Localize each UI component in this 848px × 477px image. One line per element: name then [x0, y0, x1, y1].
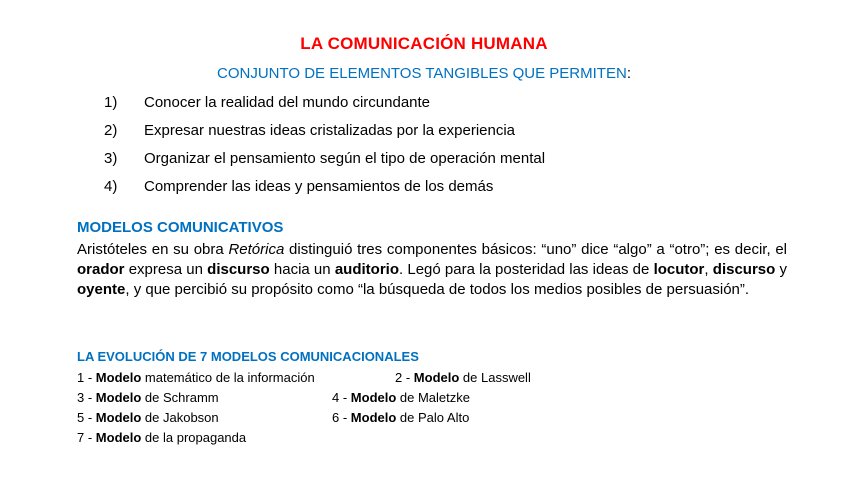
para-bold-discurso: discurso: [207, 261, 270, 278]
list-item-number: 2): [104, 122, 118, 139]
numbered-list: [104, 93, 545, 205]
para-text: . Legó para la posteridad las ideas de: [399, 261, 654, 278]
para-bold-oyente: oyente: [77, 281, 126, 298]
model-number: 7 -: [77, 430, 96, 445]
model-label: Modelo: [95, 410, 142, 425]
para-text: ,: [704, 261, 713, 278]
para-bold-orador: orador: [77, 261, 125, 278]
list-item: [104, 177, 545, 205]
model-name: de Palo Alto: [396, 410, 470, 425]
model-name: de Schramm: [141, 390, 219, 405]
model-item: [77, 368, 315, 388]
model-label: Modelo: [350, 390, 397, 405]
subtitle: [0, 65, 848, 82]
para-text: hacia un: [269, 261, 335, 278]
model-name: de Lasswell: [459, 370, 531, 385]
model-item: [77, 428, 246, 448]
subtitle-colon: :: [626, 65, 631, 82]
list-item-number: 3): [104, 150, 118, 167]
para-bold-discurso-2: discurso: [712, 261, 776, 278]
page-title: LA COMUNICACIÓN HUMANA: [300, 34, 548, 53]
list-item: [104, 149, 545, 177]
model-label: Modelo: [95, 390, 142, 405]
model-name: matemático de la información: [141, 370, 315, 385]
model-item: [332, 408, 469, 428]
model-number: 2 -: [395, 370, 414, 385]
list-item: [104, 121, 545, 149]
list-item-number: 4): [104, 178, 118, 195]
model-label: Modelo: [350, 410, 397, 425]
model-label: Modelo: [95, 430, 142, 445]
para-text: y: [775, 261, 788, 278]
model-name: de Jakobson: [141, 410, 219, 425]
list-item-text: Comprender las ideas y pensamientos de los demás: [144, 178, 494, 195]
modelos-heading: MODELOS COMUNICATIVOS: [77, 219, 284, 236]
model-number: 1 -: [77, 370, 96, 385]
modelos-paragraph: [77, 240, 787, 300]
model-item: [332, 388, 470, 408]
model-name: de la propaganda: [141, 430, 247, 445]
para-italic-retorica: Retórica: [228, 241, 285, 258]
model-label: Modelo: [413, 370, 460, 385]
model-name: de Maletzke: [396, 390, 470, 405]
list-item-text: Expresar nuestras ideas cristalizadas por la experiencia: [144, 122, 516, 139]
para-text: distinguió tres componentes básicos: “uno” dice “algo” a “otro”; es decir, el: [284, 241, 787, 258]
model-item: [77, 388, 219, 408]
model-number: 4 -: [332, 390, 351, 405]
model-item: [77, 408, 219, 428]
para-text: , y que percibió su propósito como “la búsqueda de todos los medios posibles de persuasión”.: [125, 281, 750, 298]
para-text: Aristóteles en su obra: [77, 241, 229, 258]
list-item: [104, 93, 545, 121]
list-item-text: Organizar el pensamiento según el tipo de operación mental: [144, 150, 546, 167]
list-item-number: 1): [104, 94, 118, 111]
model-number: 5 -: [77, 410, 96, 425]
model-item: [395, 368, 531, 388]
para-bold-auditorio: auditorio: [334, 261, 399, 278]
evolucion-heading: LA EVOLUCIÓN DE 7 MODELOS COMUNICACIONALES: [77, 349, 419, 364]
model-number: 6 -: [332, 410, 351, 425]
model-number: 3 -: [77, 390, 96, 405]
para-bold-locutor: locutor: [653, 261, 705, 278]
subtitle-text: CONJUNTO DE ELEMENTOS TANGIBLES QUE PERMITEN: [217, 65, 627, 82]
list-item-text: Conocer la realidad del mundo circundante: [144, 94, 431, 111]
model-label: Modelo: [95, 370, 142, 385]
para-text: expresa un: [124, 261, 208, 278]
